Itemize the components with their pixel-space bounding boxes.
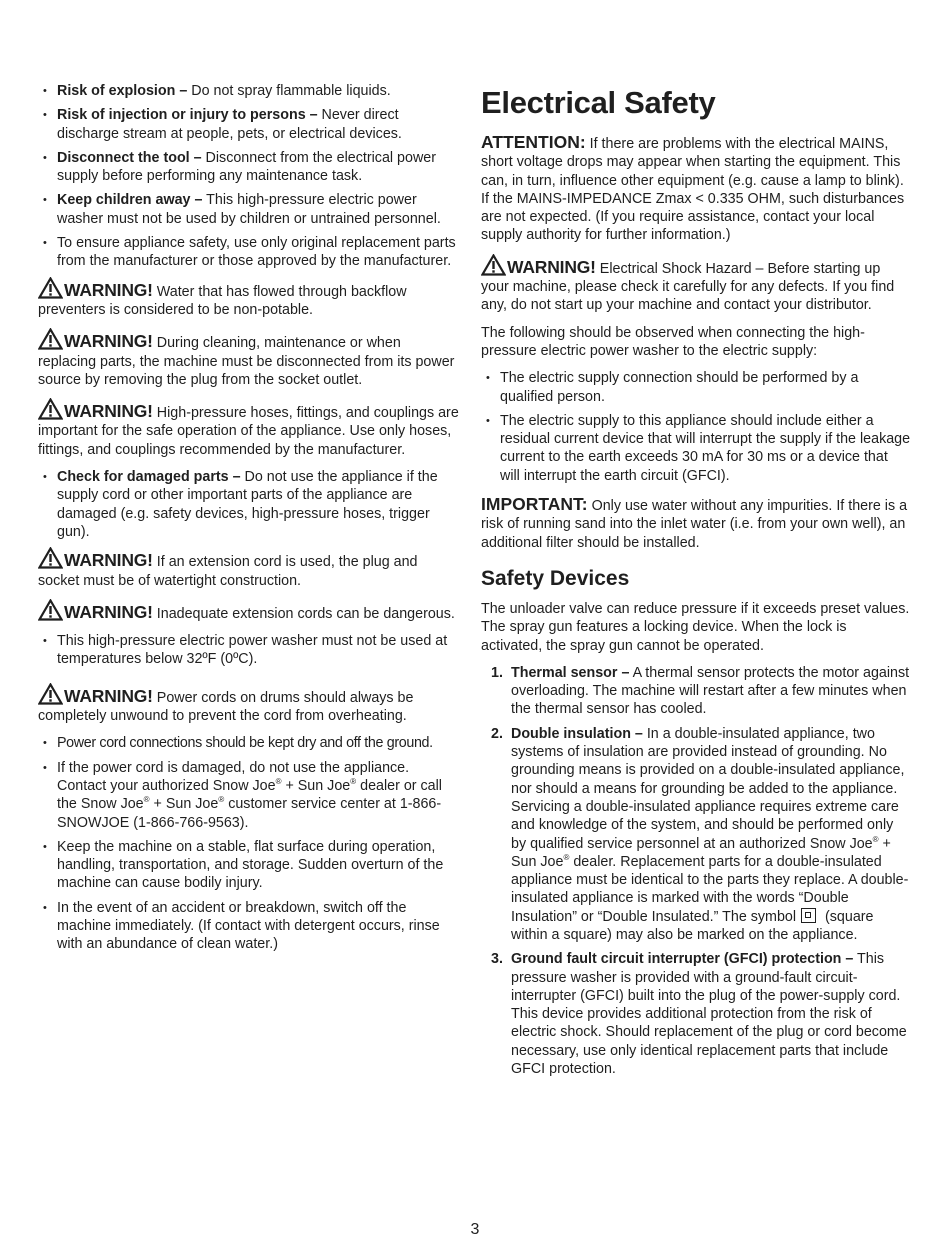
list-item <box>38 234 462 271</box>
list-item <box>38 632 462 669</box>
warning-label: WARNING! <box>64 331 153 352</box>
bullet-text: customer service center at 1-866-SNOWJOE (1-866-766-9563). <box>57 796 442 831</box>
registered-mark: ® <box>275 777 282 787</box>
warning-hoses <box>38 398 462 459</box>
item-text: This pressure washer is provided with a ground-fault circuit-interrupter (GFCI) built into the plug of the power-supply cord. This device provides additional protection from the risk of electric shock. Should replacement of the plug or cord become necessary, use only identical replacement parts that include GFCI protection. <box>511 951 907 1078</box>
list-item <box>38 468 462 541</box>
bullet-text: + Sun Joe <box>149 796 219 813</box>
registered-mark: ® <box>563 853 570 863</box>
section-title: Electrical Safety <box>481 85 716 120</box>
bullet-heading: Risk of explosion – <box>57 83 188 99</box>
warning-text: During cleaning, maintenance or when replacing parts, the machine must be disconnected from its power source by removing the plug from the socket outlet. <box>38 335 455 388</box>
list-item <box>481 412 911 485</box>
registered-mark: ® <box>350 777 357 787</box>
warning-label: WARNING! <box>64 279 153 300</box>
item-text: (square within a square) may also be marked on the appliance. <box>511 908 874 943</box>
warning-inadequate-cords <box>38 599 462 623</box>
bullet-text: The electric supply connection should be performed by a qualified person. <box>500 370 859 405</box>
bullet-text: dealer or call the Snow Joe <box>57 777 442 813</box>
bullet-text: + Sun Joe <box>281 777 351 794</box>
list-item <box>38 106 462 143</box>
observe-paragraph: The following should be observed when connecting the high-pressure electric power washer to the electric supply: <box>481 324 865 359</box>
safety-devices-list <box>481 664 911 1079</box>
warning-triangle-icon <box>38 547 63 569</box>
warning-text: High-pressure hoses, fittings, and couplings are important for the safe operation of the appliance. Use only hoses, fittings, and couplings recommended by the manufacturer. <box>38 405 459 458</box>
bullet-text: In the event of an accident or breakdown, switch off the machine immediately. (If contact with detergent occurs, rinse with an abundance of clean water.) <box>57 899 440 953</box>
bullet-text: If the power cord is damaged, do not use the appliance. Contact your authorized Snow Joe <box>57 759 410 794</box>
item-heading: Thermal sensor – <box>511 664 630 681</box>
item-heading: Double insulation – <box>511 725 643 742</box>
list-item <box>481 725 911 945</box>
item-heading: Ground fault circuit interrupter (GFCI) protection – <box>511 951 854 968</box>
warning-label: WARNING! <box>64 550 153 571</box>
item-number: 2. <box>491 725 503 742</box>
item-text: In a double-insulated appliance, two systems of insulation are provided instead of grounding. No grounding means is provided on a double-insulated appliance, nor should a means for grounding be added to the appliance. Servicing a double-insulated appliance requires extreme care and knowledge of the system, and should be performed only by qualified service personnel at an authorized Snow Joe <box>511 725 905 852</box>
safety-bullets-top <box>38 82 462 271</box>
item-number: 1. <box>491 664 503 681</box>
safety-devices-title: Safety Devices <box>481 566 630 590</box>
bullet-text: Do not spray flammable liquids. <box>187 83 391 99</box>
warning-triangle-icon <box>38 328 63 350</box>
list-item <box>38 82 462 100</box>
double-insulation-symbol-icon <box>801 908 816 923</box>
registered-mark: ® <box>872 834 879 844</box>
bullet-text: Keep the machine on a stable, flat surface during operation, handling, transportation, and storage. Sudden overturn of the machine can cause bodily injury. <box>57 838 444 892</box>
attention-paragraph <box>481 133 911 245</box>
bullet-heading: Check for damaged parts – <box>57 469 241 486</box>
warning-triangle-icon <box>38 599 63 621</box>
warning-text: Inadequate extension cords can be dangerous. <box>152 605 455 622</box>
electric-supply-list <box>481 369 911 485</box>
list-item <box>38 191 462 228</box>
important-text: Only use water without any impurities. If there is a risk of running sand into the inlet water (i.e. from your own well), an additional filter should be installed. <box>481 498 908 551</box>
left-column <box>38 82 462 960</box>
list-item <box>481 369 911 406</box>
registered-mark: ® <box>218 795 225 805</box>
list-item <box>38 149 462 186</box>
warning-triangle-icon <box>38 277 63 299</box>
list-item <box>38 838 462 893</box>
registered-mark: ® <box>143 795 150 805</box>
item-text: dealer. Replacement parts for a double-insulated appliance must be identical to the parts they replace. A double-insulated appliance is marked with the words “Double Insulation” or “Double Insulated.” The symbol <box>511 853 909 925</box>
list-item <box>38 759 462 832</box>
bullet-text: Never direct discharge stream at people, pets, or electrical devices. <box>57 107 402 142</box>
power-cord-list <box>38 734 462 953</box>
warning-text: Power cords on drums should always be completely unwound to prevent the cord from overheating. <box>38 689 414 725</box>
bullet-text: Power cord connections should be kept dry and off the ground. <box>57 735 433 752</box>
list-item <box>38 734 462 752</box>
warning-label: WARNING! <box>507 256 596 277</box>
damaged-parts-list <box>38 468 462 541</box>
bullet-heading: Keep children away – <box>57 192 203 209</box>
attention-text: If there are problems with the electrical MAINS, short voltage drops may appear when starting the equipment. This can, in turn, influence other equipment (e.g. cause a lamp to blink). If the MAINS-IMPEDANCE Zmax < 0.335 OHM, such disturbances are not expected. (If you require assistance, contact your local supply authority for further information.) <box>481 136 905 244</box>
warning-cord-drums <box>38 683 462 726</box>
warning-disconnect <box>38 328 462 389</box>
warning-triangle-icon <box>481 254 506 276</box>
warning-backflow <box>38 277 462 320</box>
right-column <box>481 82 911 1084</box>
page-number: 3 <box>470 1221 480 1238</box>
warning-label: WARNING! <box>64 601 153 622</box>
warning-shock-hazard <box>481 254 911 315</box>
warning-label: WARNING! <box>64 685 153 706</box>
bullet-heading: Risk of injection or injury to persons – <box>57 107 318 124</box>
warning-label: WARNING! <box>64 401 153 422</box>
attention-label: ATTENTION: <box>481 132 586 152</box>
warning-triangle-icon <box>38 683 63 705</box>
bullet-heading: Disconnect the tool – <box>57 149 202 166</box>
bullet-text: To ensure appliance safety, use only original replacement parts from the manufacturer or those approved by the manufacturer. <box>57 235 456 270</box>
item-number: 3. <box>491 951 503 968</box>
list-item <box>38 899 462 954</box>
safety-intro: The unloader valve can reduce pressure if it exceeds preset values. The spray gun features a locking device. When the lock is activated, the spray gun cannot be operated. <box>481 600 910 654</box>
item-text: A thermal sensor protects the motor against overloading. The machine will restart after a few minutes when the thermal sensor has cooled. <box>511 664 910 718</box>
temperature-list <box>38 632 462 669</box>
list-item <box>481 950 911 1078</box>
bullet-text: The electric supply to this appliance should include either a residual current device that will interrupt the supply if the leakage current to the earth exceeds 30 mA for 30 ms or a device that will interrupt the earth circuit (GFCI). <box>500 412 911 484</box>
list-item <box>481 664 911 719</box>
bullet-text: This high-pressure electric power washer must not be used by children or untrained personnel. <box>57 192 441 227</box>
bullet-text: Disconnect from the electrical power supply before performing any maintenance task. <box>57 149 436 185</box>
warning-triangle-icon <box>38 398 63 420</box>
warning-text: If an extension cord is used, the plug and socket must be of watertight construction. <box>38 554 418 589</box>
warning-extension-cord <box>38 547 462 590</box>
warning-text: Water that has flowed through backflow preventers is considered to be non-potable. <box>38 283 407 318</box>
important-label: IMPORTANT: <box>481 494 588 515</box>
bullet-text: Do not use the appliance if the supply cord or other important parts of the appliance are damaged (e.g. safety devices, high-pressure hoses, trigger gun). <box>57 469 438 540</box>
item-text: + Sun Joe <box>511 835 891 870</box>
important-paragraph <box>481 495 911 552</box>
bullet-text: This high-pressure electric power washer must not be used at temperatures below 32ºF (0ºC). <box>57 633 448 668</box>
warning-text: Electrical Shock Hazard – Before starting up your machine, please check it carefully for any defects. If you find any, do not start up your machine and contact your distributor. <box>481 260 895 314</box>
